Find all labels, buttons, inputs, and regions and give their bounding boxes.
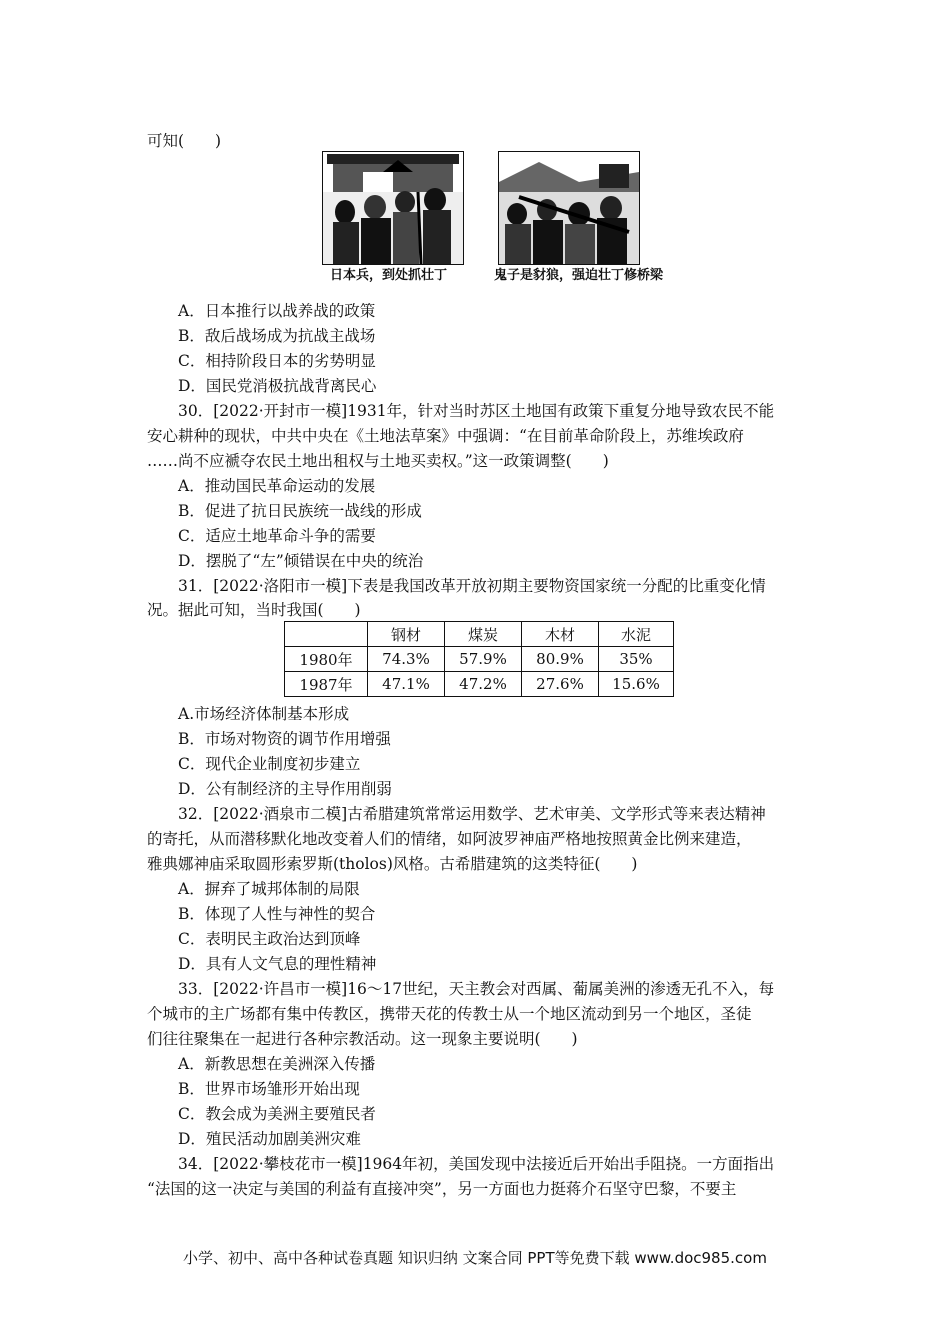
table-cell: 57.9% (445, 647, 522, 672)
table-header-cell: 木材 (522, 622, 599, 647)
q32-line-1: 32．[2022·酒泉市二模]古希腊建筑常常运用数学、艺术审美、文学形式等来表达精神 (178, 805, 766, 823)
q29-option-a: A．日本推行以战养战的政策 (178, 302, 376, 320)
table-cell: 74.3% (368, 647, 445, 672)
q31-option-d: D．公有制经济的主导作用削弱 (178, 780, 392, 798)
table-cell: 1980年 (285, 647, 368, 672)
q33-line-2: 个城市的主广场都有集中传教区，携带天花的传教士从一个地区流动到另一个地区，圣徒 (147, 1005, 752, 1023)
caption-1: 日本兵，到处抓壮丁 (330, 268, 448, 283)
table-header-row (285, 622, 674, 647)
woodcut-image-1 (322, 151, 464, 265)
q29-tail: 可知( ) (147, 132, 222, 150)
q33-option-d: D．殖民活动加剧美洲灾难 (178, 1130, 361, 1148)
q29-option-c: C．相持阶段日本的劣势明显 (178, 352, 376, 370)
table-cell: 35% (599, 647, 674, 672)
table-cell: 80.9% (522, 647, 599, 672)
q32-line-3: 雅典娜神庙采取圆形索罗斯(tholos)风格。古希腊建筑的这类特征( ) (147, 855, 638, 873)
q34-line-2: “法国的这一决定与美国的利益有直接冲突”，另一方面也力挺蒋介石坚守巴黎，不要主 (147, 1180, 737, 1198)
q33-line-1: 33．[2022·许昌市一模]16～17世纪，天主教会对西属、葡属美洲的渗透无孔不入，每 (178, 980, 775, 998)
q34-line-1: 34．[2022·攀枝花市一模]1964年初，美国发现中法接近后开始出手阻挠。一方面指出 (178, 1155, 775, 1173)
q30-option-c: C．适应土地革命斗争的需要 (178, 527, 376, 545)
table-cell: 27.6% (522, 672, 599, 697)
table-row (285, 672, 674, 697)
q31-table (284, 621, 674, 697)
table-row (285, 647, 674, 672)
caption-2: 鬼子是豺狼，强迫壮丁修桥梁 (494, 268, 664, 283)
q31-option-a: A.市场经济体制基本形成 (178, 705, 350, 723)
woodcut-image-2 (498, 151, 640, 265)
q30-option-d: D．摆脱了“左”倾错误在中央的统治 (178, 552, 424, 570)
woodcut-soldiers-icon (323, 152, 463, 264)
page-footer: 小学、初中、高中各种试卷真题 知识归纳 文案合同 PPT等免费下载 www.doc985.com (183, 1249, 767, 1267)
q30-option-b: B．促进了抗日民族统一战线的形成 (178, 502, 422, 520)
q29-option-b: B．敌后战场成为抗战主战场 (178, 327, 376, 345)
table-cell: 15.6% (599, 672, 674, 697)
q31-line-1: 31．[2022·洛阳市一模]下表是我国改革开放初期主要物资国家统一分配的比重变化情 (178, 577, 766, 595)
q30-option-a: A．推动国民革命运动的发展 (178, 477, 376, 495)
table-header-cell: 水泥 (599, 622, 674, 647)
table-cell: 1987年 (285, 672, 368, 697)
q31-option-c: C．现代企业制度初步建立 (178, 755, 361, 773)
q30-line-3: ……尚不应褫夺农民土地出租权与土地买卖权。”这一政策调整( ) (147, 452, 609, 470)
q33-option-c: C．教会成为美洲主要殖民者 (178, 1105, 376, 1123)
q32-option-d: D．具有人文气息的理性精神 (178, 955, 377, 973)
q33-option-a: A．新教思想在美洲深入传播 (178, 1055, 376, 1073)
q30-line-2: 安心耕种的现状，中共中央在《土地法草案》中强调：“在目前革命阶段上，苏维埃政府 (147, 427, 744, 445)
q31-option-b: B．市场对物资的调节作用增强 (178, 730, 391, 748)
table-header-cell: 钢材 (368, 622, 445, 647)
table-cell: 47.2% (445, 672, 522, 697)
q32-option-a: A．摒弃了城邦体制的局限 (178, 880, 360, 898)
q32-option-c: C．表明民主政治达到顶峰 (178, 930, 361, 948)
q33-option-b: B．世界市场雏形开始出现 (178, 1080, 360, 1098)
q29-option-d: D．国民党消极抗战背离民心 (178, 377, 377, 395)
table-cell: 47.1% (368, 672, 445, 697)
q32-line-2: 的寄托，从而潜移默化地改变着人们的情绪，如阿波罗神庙严格地按照黄金比例来建造， (147, 830, 752, 848)
table-header-cell (285, 622, 368, 647)
q30-line-1: 30．[2022·开封市一模]1931年，针对当时苏区土地国有政策下重复分地导致农民不能 (178, 402, 775, 420)
q33-line-3: 们往往聚集在一起进行各种宗教活动。这一现象主要说明( ) (147, 1030, 578, 1048)
table-header-cell: 煤炭 (445, 622, 522, 647)
q31-line-2: 况。据此可知，当时我国( ) (147, 601, 361, 619)
q32-option-b: B．体现了人性与神性的契合 (178, 905, 376, 923)
woodcut-bridge-icon (499, 152, 639, 264)
